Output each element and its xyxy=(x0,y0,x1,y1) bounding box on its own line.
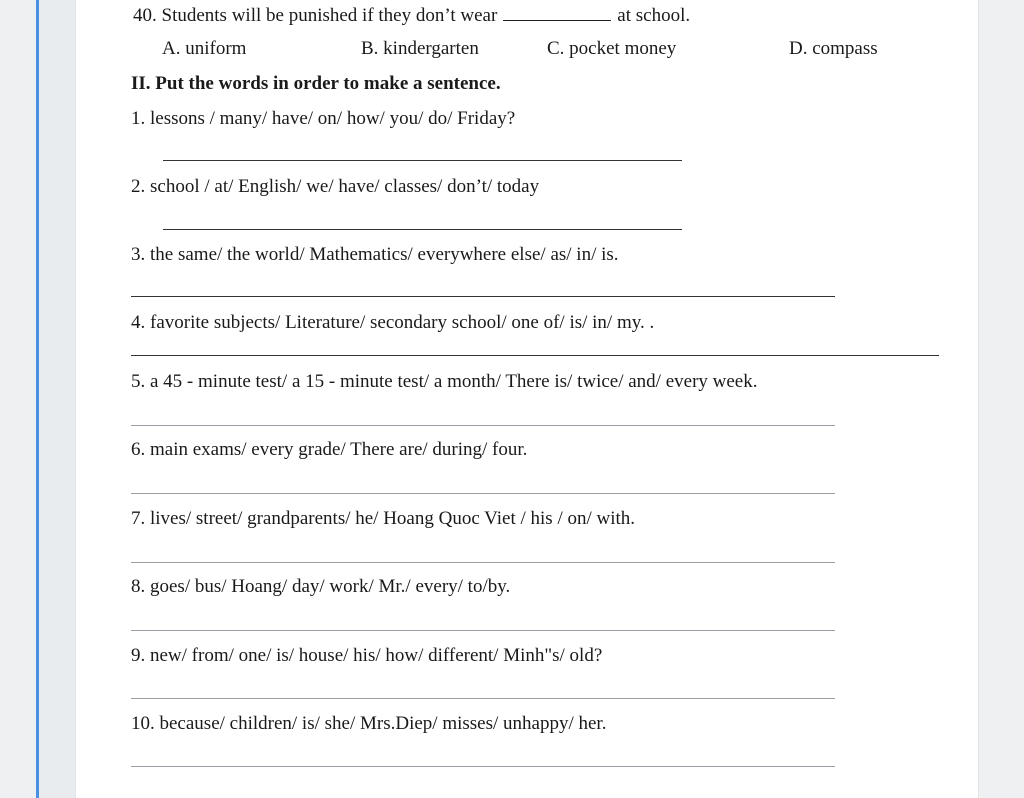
item-9: 9. new/ from/ one/ is/ house/ his/ how/ different/ Minh"s/ old? xyxy=(131,645,603,666)
answer-line-1[interactable] xyxy=(163,160,682,161)
option-b: B. kindergarten xyxy=(361,38,479,59)
answer-line-2[interactable] xyxy=(163,229,682,230)
answer-line-10[interactable] xyxy=(131,766,835,767)
item-7: 7. lives/ street/ grandparents/ he/ Hoang Quoc Viet / his / on/ with. xyxy=(131,508,636,529)
answer-line-7[interactable] xyxy=(131,562,835,563)
viewer-left-margin xyxy=(0,0,38,798)
question-40-blank[interactable] xyxy=(503,4,611,21)
answer-line-5[interactable] xyxy=(131,425,835,426)
answer-line-3[interactable] xyxy=(131,296,835,297)
answer-line-9[interactable] xyxy=(131,698,835,699)
option-c: C. pocket money xyxy=(547,38,677,59)
answer-line-6[interactable] xyxy=(131,493,835,494)
item-4: 4. favorite subjects/ Literature/ secondary school/ one of/ is/ in/ my. . xyxy=(131,312,655,333)
question-40-text-end: at school. xyxy=(617,5,691,26)
item-2: 2. school / at/ English/ we/ have/ classes/ don’t/ today xyxy=(131,176,540,197)
answer-line-4[interactable] xyxy=(131,355,939,356)
item-3: 3. the same/ the world/ Mathematics/ everywhere else/ as/ in/ is. xyxy=(131,244,619,265)
question-40 xyxy=(133,4,690,28)
option-a: A. uniform xyxy=(162,38,247,59)
answer-line-8[interactable] xyxy=(131,630,835,631)
option-d: D. compass xyxy=(789,38,878,59)
item-6: 6. main exams/ every grade/ There are/ during/ four. xyxy=(131,439,528,460)
section-heading: II. Put the words in order to make a sentence. xyxy=(131,73,501,94)
viewer-left-rule xyxy=(36,0,39,798)
item-5: 5. a 45 - minute test/ a 15 - minute test/ a month/ There is/ twice/ and/ every week. xyxy=(131,371,758,392)
item-10: 10. because/ children/ is/ she/ Mrs.Diep/ misses/ unhappy/ her. xyxy=(131,713,607,734)
item-1: 1. lessons / many/ have/ on/ how/ you/ do/ Friday? xyxy=(131,108,516,129)
question-40-text: 40. Students will be punished if they don’t wear xyxy=(133,5,498,26)
viewer-right-margin xyxy=(978,0,1024,798)
item-8: 8. goes/ bus/ Hoang/ day/ work/ Mr./ every/ to/by. xyxy=(131,576,511,597)
